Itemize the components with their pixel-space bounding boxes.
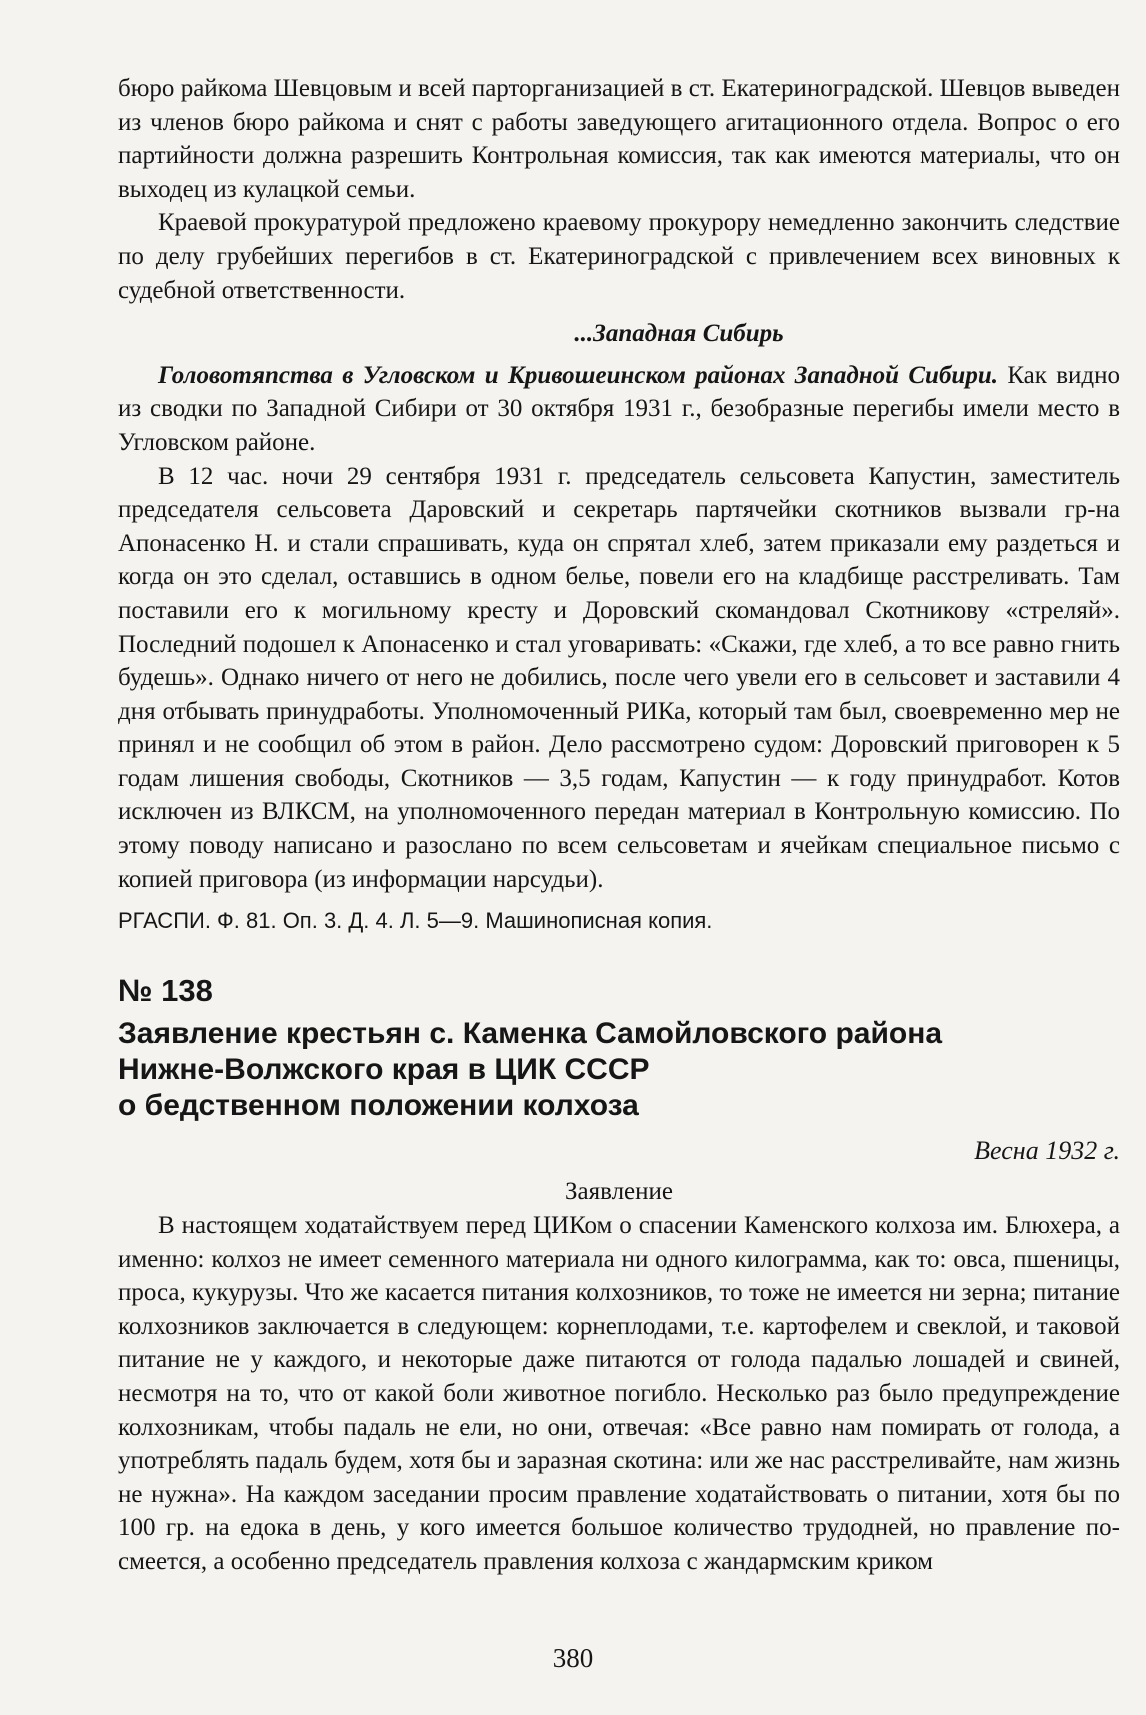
archive-source: РГАСПИ. Ф. 81. Оп. 3. Д. 4. Л. 5—9. Машинописная копия.	[118, 908, 713, 934]
paragraph-continued: бюро райкома Шевцовым и всей парторганизацией в ст. Екатериноградской. Шевцов выведен из членов бюро райкома и снят с работы заведующего агитационного отдела. Вопрос о его партийности должна разрешить Контрольная комиссия, так как имеются материалы, что он выходец из кулацкой семьи.	[118, 75, 1120, 203]
document-title-line: Заявление крестьян с. Каменка Самойловского района	[118, 1016, 943, 1050]
paragraph-incident: В 12 час. ночи 29 сентября 1931 г. председатель сельсовета Капустин, заместитель председателя сельсовета Даровский и секретарь партячейки скотников вызвали гр-на Апонасенко Н. и стали спрашивать, куда он спрятал хлеб, затем приказали ему раздеться и когда он это сделал, оставшись в одном белье, повели его на кладбище расстреливать. Там поставили его к могильному кресту и Доровский скомандовал Скотникову «стреляй». Последний подошел к Апонасенко и стал уговаривать: «Скажи, где хлеб, а то все равно гнить будешь». Однако ничего от него не добились, после чего увели его в сельсовет и заставили 4 дня отбывать принудработы. Уполномоченный РИКа, который там был, своевременно мер не принял и не сообщил об этом в район. Дело рассмотрено судом: Доровский приговорен к 5 годам лишения свободы, Скотников — 3,5 годам, Капустин — к году принудработ. Котов исключен из ВЛКСМ, на уполномоченного передан материал в Контрольную комиссию. По этому поводу написано и разослано по всем сельсоветам и ячейкам специальное письмо с копией приговора (из информации нарсудьи).	[118, 462, 1120, 893]
document-date: Весна 1932 г.	[974, 1135, 1120, 1165]
section-heading: ...Западная Сибирь	[574, 320, 784, 348]
document-title	[118, 1016, 1120, 1124]
document-body: В настоящем ходатайствуем перед ЦИКом о спасении Каменского колхоза им. Блюхера, а именно: колхоз не имеет семенного материала ни одного килограмма, как то: овса, пшеницы, проса, кукурузы. Что же касается питания колхозников, то тоже не имеется ни зерна; питание колхозников заключается в следующем: корнеплодами, т.е. картофелем и свеклой, и таковой питание не у каждого, и некоторые даже питаются от голода падалью лошадей и свиней, несмотря на то, что от какой боли животное погибло. Несколько раз было предупреждение колхозникам, чтобы падаль не ели, но они, отвечая: «Все равно нам помирать от голода, а употреблять падаль будем, хотя бы и заразная скотина: или же нас расстреливайте, нам жизнь не нужна». На каждом заседании просим правление ходатайствовать о питании, хотя бы по 100 гр. на едока в день, у кого имеется большое количество трудодней, но правление посмеется, а особенно председатель правления колхоза с жандармским криком	[118, 1212, 1120, 1575]
section-lead-paragraph	[118, 359, 1120, 460]
section-lead-text: Как видно из сводки по Западной Сибири от 30 октября 1931 г., безобразные перегибы имели место в Угловском районе.	[118, 361, 1120, 456]
paragraph-prosecutor: Краевой прокуратурой предложено краевому прокурору немедленно закончить следствие по делу грубейших перегибов в ст. Екатериноградской с привлечением всех виновных к судебной ответственности.	[118, 209, 1120, 304]
document-title-line: о бедственном положении колхоза	[118, 1088, 639, 1122]
document-title-line: Нижне-Волжского края в ЦИК СССР	[118, 1052, 650, 1086]
page-number: 380	[552, 1643, 594, 1673]
document-number: № 138	[118, 972, 213, 1008]
text-column	[118, 72, 1120, 1579]
section-lead-italic: Головотяпства в Угловском и Кривошеинском районах Западной Сибири.	[158, 361, 998, 389]
document-label: Заявление	[564, 1178, 674, 1206]
